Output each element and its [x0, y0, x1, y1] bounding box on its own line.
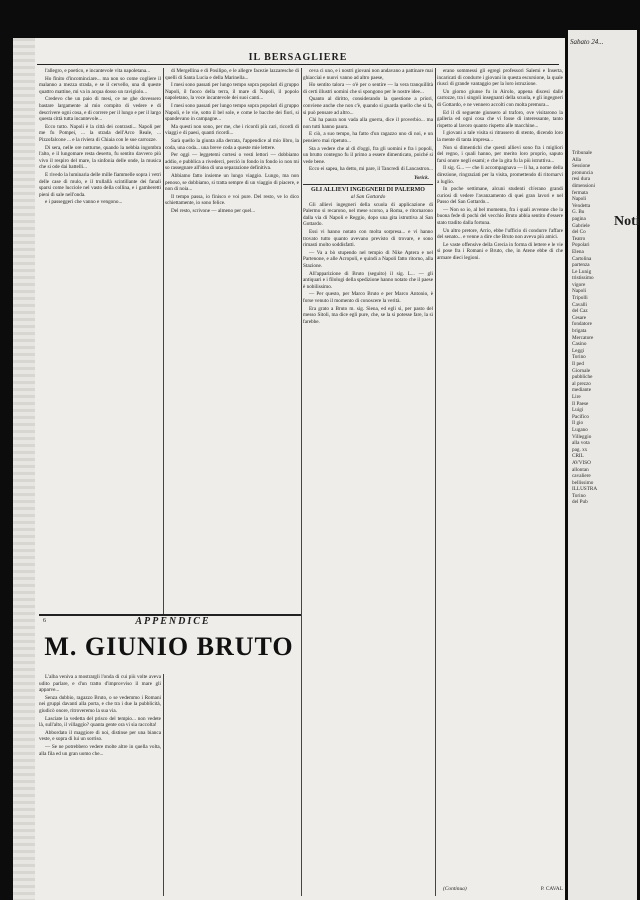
paragraph: Abbiamo fatto insieme un lungo viaggio. Lungo, ma non penoso, se dobbiamo, si tratta sempre di un viaggio di piacere, e non di noia... — [165, 172, 299, 193]
column-4 — [437, 68, 563, 894]
adjacent-page-line: Alla — [572, 156, 581, 163]
paragraph: Gli allievi ingegneri della scuola di applicazione di Palermo si recarono, nel mese scorso, a Roma, e ritornarono dalla via di Napoli e Reggio, dopo una gita istruttiva al San Gottardo. — [303, 201, 433, 228]
adjacent-page-line: fermata — [572, 189, 588, 196]
adjacent-page-line: Leggi — [572, 347, 585, 354]
paragraph: Non si dimentichi che questi allievi sono fra i migliori del regno, i quali hanno, per merito loro proprio, saputo farsi onore negli esami; e che la gita fu la più istruttiva... — [437, 144, 563, 164]
adjacent-page-line: pronuncia — [572, 169, 593, 176]
feuilleton-paragraph: — Se ne potrebbero vedere molte altre in quella volta, alla fila ed un gran uomo che... — [39, 743, 161, 757]
adjacent-page-line: Casino — [572, 341, 587, 348]
adjacent-page-heading: Noti — [614, 214, 640, 229]
adjacent-page-line: G. Bu — [572, 209, 585, 216]
paragraph: Ho sentito talora — o'è per o sentire — la vera tranquillità di certi illustri uomini che si spongono per le nostre idee... — [303, 82, 433, 95]
feuilleton-title: M. GIUNIO BRUTO — [44, 632, 294, 661]
paragraph: E ciò, a suo tempo, ha fatto d'un ragazzo uno di noi, e un pensiero mai ripetuto... — [303, 131, 433, 144]
page-header: IL BERSAGLIERE — [37, 52, 559, 65]
adjacent-page-line: brigata — [572, 328, 587, 335]
adjacent-page-header: Sabato 24... — [570, 38, 604, 46]
adjacent-page-line: resi dura — [572, 176, 591, 183]
paragraph: Le vaste offensive della Grecia in forma di lettere e le vie si pose fra i Romani e Bruto, che, in Atene ebbe di che armare dieci legioni. — [437, 241, 563, 262]
adjacent-page-line: Il Paese — [572, 400, 589, 407]
paragraph: Ed il dì seguente giunsero al traforo, ove visitarono la galleria ed ogni cosa che vi fosse di interessante, tanto rispetto al lavoro quanto rispetto alle macchine... — [437, 109, 563, 129]
adjacent-page-line: Tribunale — [572, 150, 592, 156]
adjacent-page-line: pubbliche — [572, 374, 593, 381]
adjacent-page-line: del Co — [572, 229, 586, 236]
adjacent-page — [568, 30, 640, 900]
paragraph: Del resto, scrivone — almeno per quel... — [171, 207, 256, 214]
adjacent-page-line: ILLUSTRA — [572, 486, 598, 493]
byline: Yorick. — [414, 174, 429, 181]
paragraph: erano sommessi gli egregi professori Salemi e Inserta, incaricati di condurre i giovani in questa escursione, la quale riuscì di grande vantaggio per la loro istruzione. — [437, 68, 563, 88]
adjacent-page-line: Teatro — [572, 235, 586, 242]
appendix-number: 6 — [43, 618, 46, 624]
adjacent-page-line: Sessione — [572, 163, 591, 170]
paragraph: I mesi sono passati per lungo tempo sopra popolari di gruppo Napoli, e le vie, sotto il bel sole, e come le bacche dei fiori, si spandevano in campagne... — [165, 102, 299, 123]
adjacent-page-line: AVVISO — [572, 459, 591, 466]
column-rule — [301, 68, 302, 896]
feuilleton-paragraph: L'alba veniva a mostrargli l'onda di cui più volte aveva udito parlare, e d'un tratto d'improvviso il mare gli apparve... — [39, 674, 161, 694]
paragraph: I mesi sono passati per lungo tempo sopra popolari di gruppo Napoli, il fuoco della terra, il mare di Napoli, il popolo napoletano, la voce incantevole dei suoi canti... — [165, 82, 299, 102]
adjacent-page-line: bellissimo — [572, 479, 594, 486]
adjacent-page-line: Lire — [572, 393, 581, 400]
appendix-label: APPENDICE — [135, 616, 211, 627]
adjacent-page-line: Napoli — [572, 196, 587, 203]
adjacent-page-line: fondatore — [572, 321, 592, 328]
paragraph: Un altro pretore, Arrio, ebbe l'ufficio di condurre l'affare del senato... e venne a dire che Bruto non aveva più amici. — [437, 227, 563, 241]
adjacent-page-line: del Pub — [572, 499, 588, 506]
paragraph: In poche settimane, alcuni studenti ch'erano grandi curiosi di vedere l'avanzamento di quei gran lavori e nel Passo del San Gottardo... — [437, 186, 563, 206]
adjacent-page-line: partenza — [572, 262, 590, 269]
adjacent-page-line: dimensioni — [572, 182, 596, 189]
adjacent-page-line: cavaliere — [572, 473, 591, 480]
adjacent-page-line: del Caz — [572, 308, 588, 315]
adjacent-page-line: Cartolina — [572, 255, 592, 262]
paragraph: Era grato a Bruto m. sig. Siena, ed egli sì, per pasto del messo Sitoli, ma dice egli pure, che, se la si potesse fare, la sì farebbe. — [303, 305, 433, 325]
adjacent-page-line: Cesare — [572, 314, 587, 321]
adjacent-page-line: Gabriele — [572, 222, 590, 229]
adjacent-page-line: Pacifico — [572, 413, 589, 420]
paragraph: Per oggi — leggetemi cortesi o vesti lettori — dobbiamo addio, e pubblica a rivederci, perciò in fondo in fondo io non mi so rassegnare all'idea di una separazione definitiva. — [165, 152, 299, 172]
paragraph: Ho finito d'incominciare... ma non so come cogliere il malanno a mezza strada, e se il cervello, una di queste quattro mattine, mi va in acqua dosso un ravigiolo... — [39, 75, 161, 95]
adjacent-page-line: pagina — [572, 215, 586, 222]
adjacent-page-line: mediante — [572, 387, 592, 394]
paragraph: Ma questi non sono, per me, che i ricordi più cari, ricordi di viaggi e di paesi, quanti ricordi... — [165, 123, 299, 137]
adjacent-page-line: Elena — [572, 248, 584, 255]
column-2 — [165, 68, 299, 614]
paragraph: Ecco ei sapea, ha detto, mi pare, il Tancredi di Lancastron... — [309, 166, 433, 173]
paragraph: — Non so io, al bel momento, fra i quali avvenne che la buona fede di pochi del vecchio Bruto abbia sentito d'essere stato tradito dalla fortuna. — [437, 206, 563, 227]
adjacent-page-line: Luigi — [572, 407, 584, 414]
adjacent-page-line: Villeggio — [572, 433, 592, 440]
paragraph: Ecco tutto. Napoli è la città dei contrasti... Napoli per me fu Pompei, ... la strada dell'Arco Reale, ... Pizzofalcone ... e la riviera di Chiaia con le sue carrozze. — [39, 123, 161, 143]
paragraph: All'apparizione di Bruto (seguito) il sig. L... — gli antiquari e i filologi della spedizione hanno notato che il paese è nobilissimo. — [303, 270, 433, 290]
paragraph: — Per questo, per Marco Bruto e per Marco Antonio, è forse venuto il momento di conoscere la verità. — [303, 291, 433, 304]
adjacent-page-line: Napoli — [572, 288, 587, 295]
paragraph: Sta a vedere che al dì d'oggi, fra gli uomini e fra i popoli, un brutto contegno fu il primo a essere dimenticato, poiché si vede bene. — [303, 145, 433, 165]
paragraph: I giovani a tale visita si ritrassero di stento, dicendo loro la mente di tanta impresa... — [437, 130, 563, 143]
adjacent-page-line: al prezzo — [572, 380, 591, 387]
paragraph: e i passeggeri che vanno e vengono... — [45, 199, 123, 206]
paragraph: ceva ci uno, e i nostri giovani non andavano a pattinare mai ghiacciai e nuovi vanno ad altro paese, — [303, 68, 433, 81]
adjacent-page-line: Torino — [572, 354, 586, 361]
feuilleton-paragraph: Lasciate la vedetta del prisco del tempio... non vedete là, sull'alto, il villaggio? quanta gente ora vi sia raccolta! — [39, 715, 161, 729]
column-rule — [163, 674, 164, 896]
adjacent-page-line: Tripolli — [572, 295, 588, 302]
adjacent-page-line: allontan — [572, 466, 589, 473]
article-heading: GLI ALLIEVI INGEGNERI DI PALERMO — [311, 186, 425, 193]
article-subheading: al San Gottardo — [350, 194, 386, 201]
feuilleton-paragraph: Abbordato il maggiore di noi, distinse per una bianca veste, e sopra di lui un sorriso. — [39, 729, 161, 743]
author-signature: P. CAVAL — [540, 886, 563, 892]
paragraph: E rivedo la luminaria delle mille fiammelle sopra i vetri delle case di mulo, e il trullallà scintillante dei fanali sparsi come lucciole nel vasto della collina, e i gamberetti pieni di sale nell'onda. — [39, 171, 161, 198]
adjacent-page-line: vigore — [572, 281, 586, 288]
adjacent-page-line: Cavalli — [572, 301, 587, 308]
paragraph: Di sera, nelle ore notturne, quando la nebbia ingombra l'alto, e il lungomare resta deserto, fu sentito davvero più vivo il respiro del mare, la sinfonia delle onde, la musica che si ode dai battelli... — [39, 144, 161, 171]
adjacent-page-line: Mercatore — [572, 334, 594, 341]
adjacent-page-text — [572, 150, 634, 890]
feuilleton-paragraph: Senza dubbio, ragazzo Bruto, o se vedemmo i Romani nei gruppi davanti alla porta, e che tra i due la pubblicità, giudicò onore, ritroveremo la sua via. — [39, 694, 161, 714]
adjacent-page-line: Le Lunig — [572, 268, 592, 275]
paragraph: l'allegro, e poetico, e incantevole vita napoletana... — [45, 68, 151, 74]
paragraph: Chi ha paura non vada alla guerra, dice il proverbio... ma non tutti hanno paura. — [303, 117, 433, 130]
paragraph: Essi vi hanno notato con molta sorpresa... e vi hanno trovato tutto quanto avevano previsto di trovare, e sono rimasti molto soddisfatti. — [303, 229, 433, 249]
adjacent-page-line: tristissimo — [572, 275, 594, 282]
adjacent-page-line: alla vota — [572, 440, 590, 447]
adjacent-page-line: Torino — [572, 492, 586, 499]
paragraph: Sarà quello la giunta alla derrata, l'appendice al mio libro, la coda, una coda... una breve coda a queste mie lettere. — [165, 137, 299, 151]
newspaper-page — [13, 38, 565, 900]
section-divider — [303, 184, 433, 185]
paragraph: Credevo che un paio di mesi, ce ne ghe dovessero bastare largamente al mio compito di vedere e di descrivere ogni cosa, e di correre per il lungo e per il largo questa città tutta incantevole... — [39, 96, 161, 123]
column-1 — [39, 68, 161, 614]
continua-label: (Continua) — [443, 886, 467, 892]
paragraph: — Va a bò stupendo nel tempio di Nike Aptera e nel Partenone, e alle Acropoli, e quindi a Napoli fatto ritorno, alla Stazione. — [303, 249, 433, 270]
adjacent-page-line: Vendetta — [572, 202, 591, 209]
feuilleton-column-1 — [39, 674, 161, 896]
paragraph: Un giorno giunse fu in Airolo, appena discesi dalle carrozze, tra i singoli insegnanti della scuola, e gli ingegneri di Gottardo, e ne vennero accolti con molta premura... — [437, 88, 563, 108]
adjacent-page-line: pag. xx — [572, 446, 588, 453]
adjacent-page-line: Popolari — [572, 242, 590, 249]
adjacent-page-line: Lugano — [572, 426, 588, 433]
adjacent-page-line: Il ped — [572, 361, 584, 367]
adjacent-page-line: Il gio — [572, 420, 584, 427]
column-rule — [163, 68, 164, 614]
adjacent-page-line: Giornale — [572, 367, 591, 374]
adjacent-page-line: CRIL — [572, 453, 584, 460]
paragraph: Il sig. G... — che li accompagnava — li ha, a nome della direzione, ringraziati per la visita, promettendo di ritornarvi a luglio. — [437, 165, 563, 185]
column-rule — [435, 68, 436, 896]
column-3 — [303, 68, 433, 894]
binding-margin — [13, 38, 35, 900]
paragraph: Il tempo passa, io finisco e voi pure. Del resto, ve lo dico schiettamente, io sono felice. — [165, 193, 299, 207]
paragraph: Quanto al diritto, considerando la questione a priori, conviene anche che non c'è, quando si guarda quello che si fa, si può pensare ad altro... — [303, 96, 433, 116]
paragraph: di Mergellina e di Posilipo, e le allegre facezie lazzaresche di quelli di Santa Lucia e della Marinella... — [165, 68, 299, 81]
